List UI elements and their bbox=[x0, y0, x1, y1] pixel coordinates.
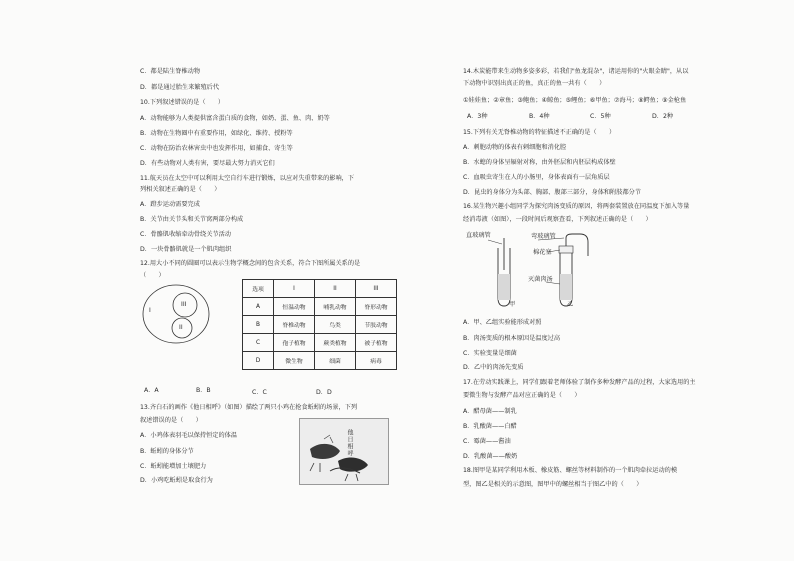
q15-stem: 15.下列有关无脊椎动物的特征描述不正确的是（ ） bbox=[463, 129, 616, 136]
q12-choice-a: A．A bbox=[144, 387, 159, 394]
q17-option-d: D．乳酸菌——酸奶 bbox=[463, 453, 518, 460]
q14-stem-line1: 14.木炭能带来生动物多姿多彩，若我们"鱼龙混杂"，诸运用你的"火眼金睛"，从以 bbox=[463, 68, 689, 75]
label-broth: 灭菌肉汤 bbox=[528, 276, 553, 283]
q10-option-a: A．动物能够为人类提供富含蛋白质的食物，如奶、蛋、鱼、肉、奶等 bbox=[140, 115, 330, 122]
q17-option-a: A．醋母菌——制乳 bbox=[463, 408, 517, 415]
q9-option-d: D．都是通过胎生来繁殖后代 bbox=[140, 84, 220, 91]
q13-option-d: D．小鸡吃蚯蚓是取食行为 bbox=[140, 477, 213, 484]
venn-label-inner1: III bbox=[181, 301, 187, 308]
q16-option-a: A．甲、乙组实验能形成对照 bbox=[463, 319, 542, 326]
q16-stem-line1: 16.某生物兴趣小组同学为探究肉汤变质的原因，将两套装置放在同温度下加入等量 bbox=[463, 203, 690, 210]
table-header-cell: I bbox=[274, 280, 315, 298]
q17-stem-line1: 17.在劳动实践课上，同学们跟着老师体验了制作多种发酵产品的过程，大家选用的主 bbox=[463, 379, 696, 386]
q12-choice-b: B．B bbox=[196, 387, 211, 394]
table-row bbox=[243, 298, 397, 316]
table-cell: 被子植物 bbox=[356, 334, 397, 352]
table-cell: 孢子植物 bbox=[274, 334, 315, 352]
q12-stem: 12.用大小不同的圆圈可以表示生物学概念间的包含关系，符合下图所属关系的是 bbox=[140, 260, 361, 267]
table-row bbox=[243, 316, 397, 334]
q11-option-d: D．一块骨骼肌就是一个肌肉组织 bbox=[140, 246, 232, 253]
table-cell: 鸟类 bbox=[315, 316, 356, 334]
q17-option-c: C．霉菌——酱油 bbox=[463, 438, 511, 445]
q12-table bbox=[242, 279, 397, 370]
q14-option-b: B．4种 bbox=[529, 113, 550, 120]
q11-option-a: A．蹬步运动需要完成 bbox=[140, 201, 200, 208]
table-cell: 病毒 bbox=[356, 352, 397, 370]
table-cell: C bbox=[243, 334, 274, 352]
venn-diagram bbox=[138, 283, 218, 345]
q13-option-a: A．小鸡体表羽毛以保持恒定的体温 bbox=[140, 432, 238, 439]
q12-choice-c: C．C bbox=[252, 389, 267, 396]
table-cell: D bbox=[243, 352, 274, 370]
q16-option-d: D．乙中的肉汤先变质 bbox=[463, 364, 524, 371]
q10-option-c: C．动物在防治农林害虫中也发挥作用，如捕食、寄生等 bbox=[140, 145, 293, 152]
q11-stem-line2: 列相关叙述正确的是（ ） bbox=[140, 186, 221, 193]
q14-items: ①娃娃鱼；②章鱼；③鲍鱼；④鲸鱼；⑤鲤鱼；⑥甲鱼；⑦海马；⑧鳄鱼；⑨金枪鱼 bbox=[463, 97, 687, 104]
table-header-cell: III bbox=[356, 280, 397, 298]
label-straight-tube: 直玻璃管 bbox=[466, 232, 491, 239]
q16-option-c: C．实验变量是细菌 bbox=[463, 350, 517, 357]
q18-stem-line2: 型，图乙是相关的示意图，图甲中的螺丝相当于图乙中的（ ） bbox=[463, 481, 643, 488]
q11-option-b: B．关节由关节头和关节窝两部分构成 bbox=[140, 216, 244, 223]
venn-label-outer: I bbox=[149, 307, 151, 314]
table-cell: 细菌 bbox=[315, 352, 356, 370]
table-cell: 恒温动物 bbox=[274, 298, 315, 316]
q9-option-c: C．都是陆生脊椎动物 bbox=[140, 68, 201, 75]
q10-stem: 10.下列叙述错误的是（ ） bbox=[140, 99, 225, 106]
q17-option-b: B．乳酸菌——白醋 bbox=[463, 423, 517, 430]
table-cell: A bbox=[243, 298, 274, 316]
table-cell: B bbox=[243, 316, 274, 334]
table-row bbox=[243, 352, 397, 370]
table-header-cell: 选项 bbox=[243, 280, 274, 298]
q15-option-b: B．水螅的身体呈辐射对称，由外胚层和内胚层构成体壁 bbox=[463, 159, 616, 166]
table-header-row bbox=[243, 280, 397, 298]
q12-choice-d: D．D bbox=[316, 389, 332, 396]
q10-option-d: D．有些动物对人类有害，要尽最大努力消灭它们 bbox=[140, 160, 275, 167]
table-header-cell: II bbox=[315, 280, 356, 298]
q15-option-c: C．血吸虫寄生在人的小肠里，身体表面有一层角质层 bbox=[463, 174, 610, 181]
table-cell: 脊椎动物 bbox=[274, 316, 315, 334]
table-cell: 微生物 bbox=[274, 352, 315, 370]
q15-option-d: D．昆虫的身体分为头部、胸部、腹部三部分，身体和附肢都分节 bbox=[463, 189, 642, 196]
flask-diagram bbox=[460, 234, 610, 312]
painting-inscription: 他日相呼 bbox=[346, 429, 353, 457]
label-yi: 乙 bbox=[567, 301, 574, 308]
q16-option-b: B．肉汤变质的根本原因是温度过高 bbox=[463, 335, 561, 342]
table-cell: 节肢动物 bbox=[356, 316, 397, 334]
q13-stem-line2: 叙述错误的是（ ） bbox=[140, 417, 202, 424]
painting-image bbox=[299, 418, 389, 485]
q11-stem-line1: 11.航天员在太空中可以利用太空自行车进行锻炼，以应对失重带来的影响，下 bbox=[140, 175, 355, 182]
label-jia: 甲 bbox=[509, 301, 516, 308]
q12-paren: （ ） bbox=[140, 272, 165, 279]
q10-option-b: B．动物在生物圈中有重要作用，如绿化、维持、授粉等 bbox=[140, 130, 293, 137]
venn-label-inner2: II bbox=[179, 324, 183, 331]
q14-option-a: A．3种 bbox=[467, 113, 488, 120]
table-cell: 蕨类植物 bbox=[315, 334, 356, 352]
q15-option-a: A．刺胞动物的体表有刺细胞和消化腔 bbox=[463, 144, 567, 151]
q14-option-c: C．5种 bbox=[590, 113, 611, 120]
table-cell: 哺乳动物 bbox=[315, 298, 356, 316]
q13-option-b: B．蚯蚓的身体分节 bbox=[140, 448, 194, 455]
table-row bbox=[243, 334, 397, 352]
q18-stem-line1: 18.图甲是某同学利用木板、橡皮筋、螺丝等材料制作的一个肌肉牵拉运动的模 bbox=[463, 467, 678, 474]
q14-stem-line2: 下动物中识别出真正的鱼，真正的鱼一共有（ ） bbox=[463, 80, 606, 87]
q13-option-c: C．蚯蚓能增加土壤肥力 bbox=[140, 463, 207, 470]
label-curved-tube: 弯玻璃管 bbox=[531, 233, 556, 240]
q16-stem-line2: 经消毒液（如图），一段时间后观察查看，下列叙述正确的是（ ） bbox=[463, 216, 652, 223]
q11-option-c: C．骨骼肌收缩牵动骨绕关节活动 bbox=[140, 231, 231, 238]
q13-stem-line1: 13.齐白石的画作《他日相呼》（如图）描绘了两只小鸡在抢食蚯蚓的场景，下列 bbox=[140, 404, 358, 411]
label-cotton: 棉花塞 bbox=[533, 249, 552, 256]
q14-option-d: D．2种 bbox=[652, 113, 674, 120]
q17-stem-line2: 要微生物与发酵产品对应正确的是（ ） bbox=[463, 392, 581, 399]
table-cell: 脊形动物 bbox=[356, 298, 397, 316]
